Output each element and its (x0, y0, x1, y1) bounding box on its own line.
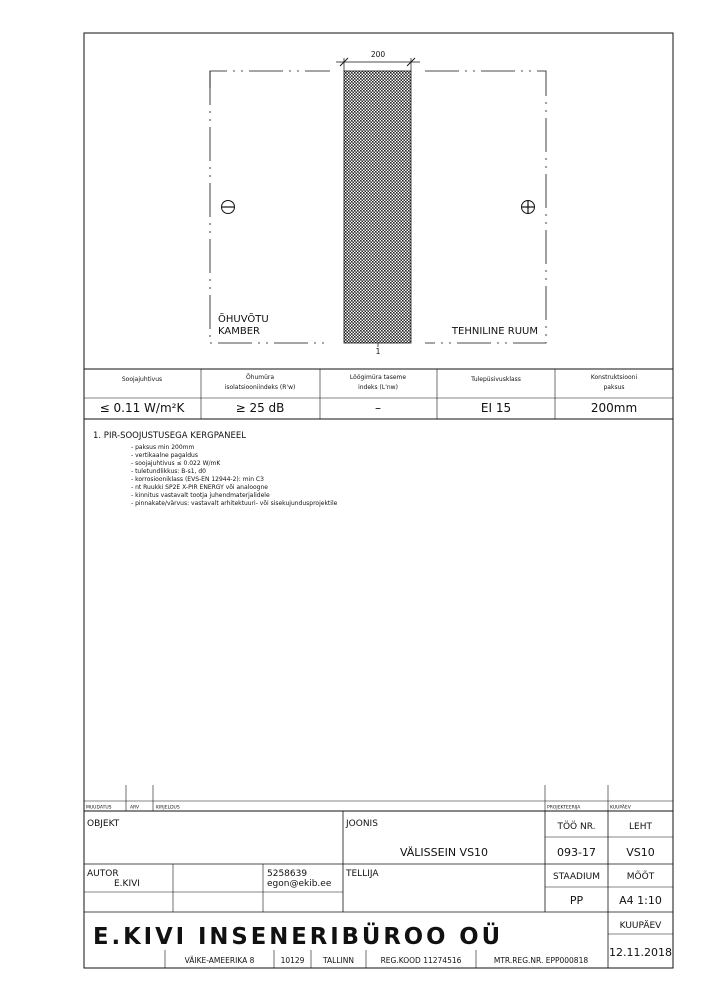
drawing-name: VÄLISSEIN VS10 (399, 846, 489, 859)
spec-item: - kinnitus vastavalt tootja juhendmaterjalidele (131, 492, 270, 499)
left-room-label-line1: ÕHUVÕTU (218, 314, 269, 325)
dimension-value: 200 (370, 50, 386, 59)
moot-value: A4 1:10 (619, 894, 662, 907)
kuupaev-label: KUUPÄEV (619, 921, 662, 931)
value-ohumura: ≥ 25 dB (235, 401, 285, 415)
spec-item: - vertikaalne pagaldus (131, 452, 198, 459)
rev-arv: ARV (130, 805, 140, 811)
address-street: VÄIKE-AMEERIKA 8 (184, 956, 255, 965)
header-tulepusivusklass: Tulepüsivusklass (471, 376, 521, 383)
spec-title: 1. PIR-SOOJUSTUSEGA KERGPANEEL (93, 431, 246, 441)
too-nr-value: 093-17 (557, 846, 596, 859)
header-soojajuhtivus: Soojajuhtivus (121, 376, 163, 383)
properties-table (84, 369, 673, 419)
plus-circle-icon (522, 201, 535, 214)
address-city: TALLINN (323, 956, 354, 965)
rev-projekteerija: PROJEKTEERIJA (547, 805, 581, 811)
leht-value: VS10 (626, 846, 655, 859)
header-loogimura-1: Löögimüra taseme (349, 374, 407, 381)
value-paksus: 200mm (590, 401, 638, 415)
staadium-value: PP (569, 894, 584, 907)
company-name: E.KIVI INSENERIBÜROO OÜ (93, 924, 508, 950)
header-konstruktsioon-1: Konstruktsiooni (590, 374, 638, 381)
title-block (84, 811, 673, 968)
spec-item: - tuletundlikkus: B-s1, d0 (131, 468, 206, 475)
left-room-label-line2: KAMBER (218, 326, 260, 337)
minus-circle-icon (222, 201, 235, 214)
value-loogimura: – (375, 401, 381, 415)
header-ohumura-1: Õhumüra (245, 374, 275, 381)
too-nr-label: TÖÖ NR. (557, 822, 596, 832)
marker-label: 1 (375, 347, 381, 356)
left-room-boundary-top (210, 71, 330, 88)
tellija-label: TELLIJA (346, 869, 379, 879)
right-room-label: TEHNILINE RUUM (451, 326, 538, 337)
spec-item: - paksus min 200mm (131, 444, 195, 451)
wall-panel (344, 71, 411, 343)
objekt-label: OBJEKT (87, 819, 120, 829)
revision-strip (84, 785, 673, 811)
address-regkood: REG.KOOD 11274516 (380, 956, 462, 965)
rev-kuupaev: KUUPÄEV (610, 805, 631, 811)
specification-notes (93, 431, 338, 507)
staadium-label: STAADIUM (552, 872, 601, 882)
header-ohumura-2: isolatsiooniindeks (R'w) (224, 384, 296, 391)
value-tulepusivusklass: EI 15 (480, 401, 512, 415)
header-loogimura-2: indeks (L'nw) (358, 384, 398, 391)
rev-kirjeldus: KIRJELDUS (156, 805, 180, 811)
joonis-label: JOONIS (346, 819, 378, 829)
spec-item: - korrosiooniklass (EVS-EN 12944-2): min C3 (131, 476, 264, 483)
email-value: egon@ekib.ee (267, 879, 332, 889)
address-postcode: 10129 (280, 956, 305, 965)
header-konstruktsioon-2: paksus (603, 384, 625, 391)
value-soojajuhtivus: ≤ 0.11 W/m²K (99, 401, 185, 415)
spec-item: - nt Ruukki SP2E X-PIR ENERGY või analoogne (131, 484, 268, 491)
autor-label: AUTOR (87, 869, 119, 879)
kuupaev-value: 12.11.2018 (609, 946, 672, 959)
leht-label: LEHT (629, 822, 652, 832)
address-mtr: MTR.REG.NR. EPP000818 (493, 956, 589, 965)
phone-value: 5258639 (267, 869, 308, 879)
autor-value: E.KIVI (114, 879, 140, 889)
rev-muudatus: MUUDATUS (86, 805, 112, 811)
moot-label: MÕÕT (626, 872, 655, 882)
spec-item: - pinnakate/värvus: vastavalt arhitektuuri- või sisekujundusprojektile (131, 500, 338, 507)
spec-item: - soojajuhtivus ≤ 0.022 W/mK (131, 460, 221, 467)
wall-section-drawing (210, 50, 546, 356)
